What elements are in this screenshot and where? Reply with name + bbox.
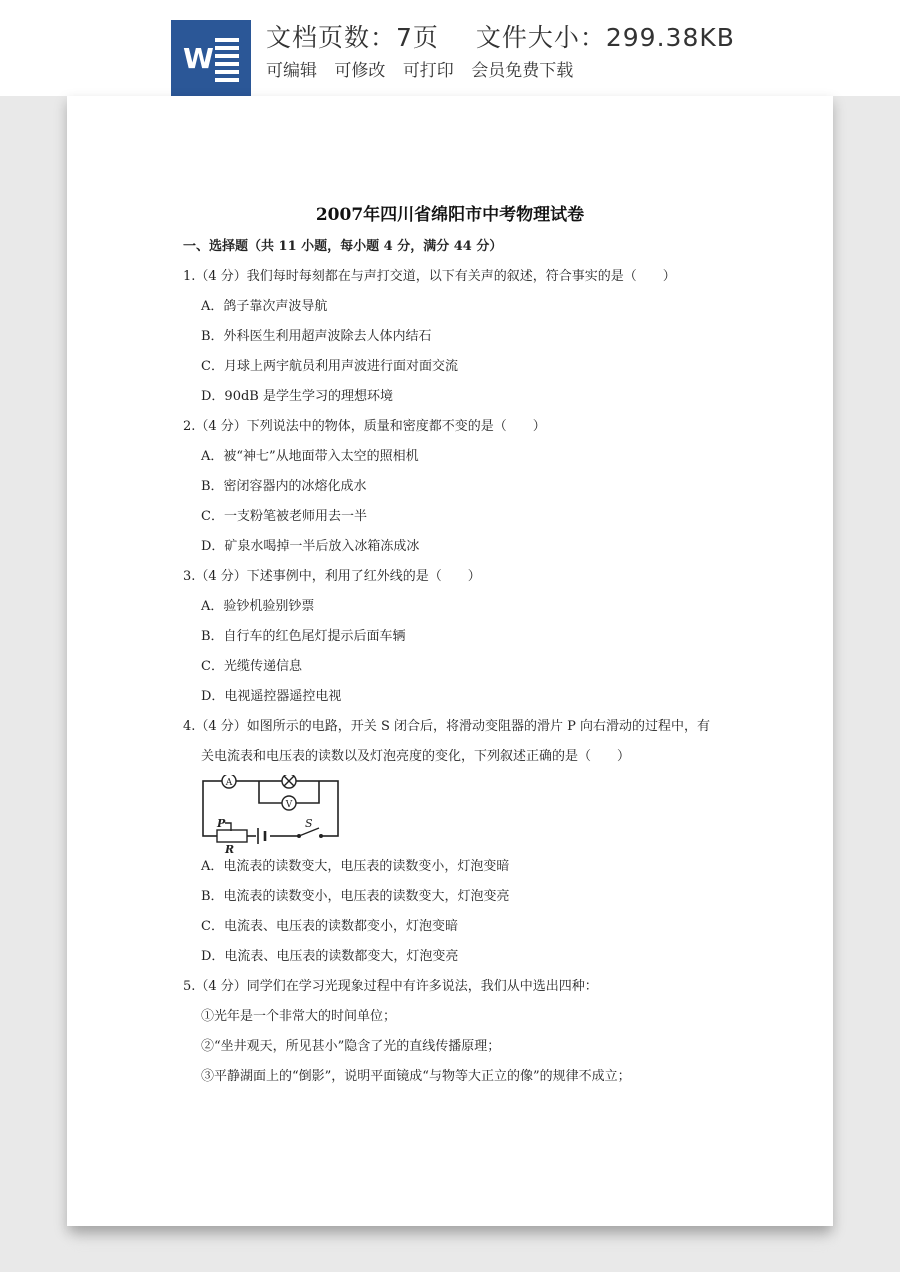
q4-option-c: C．电流表、电压表的读数都变小，灯泡变暗 — [201, 919, 458, 934]
q5-statement-2: ②“坐井观天，所见甚小”隐含了光的直线传播原理； — [201, 1039, 501, 1054]
perm-editable: 可编辑 — [266, 61, 317, 81]
page-count-label: 文档页数：7页 — [266, 23, 439, 52]
document-title: 2007年四川省绵阳市中考物理试卷 — [315, 205, 585, 225]
question-4-line-1: 4.（4 分）如图所示的电路，开关 S 闭合后，将滑动变阻器的滑片 P 向右滑动的过程中，有 — [183, 719, 710, 734]
q2-option-c: C．一支粉笔被老师用去一半 — [201, 509, 367, 524]
q3-option-d: D．电视遥控器遥控电视 — [201, 689, 342, 704]
document-page — [67, 96, 833, 1226]
file-size-label: 文件大小：299.38KB — [475, 23, 735, 52]
q4-option-b: B．电流表的读数变小，电压表的读数变大，灯泡变亮 — [201, 889, 510, 904]
download-header — [0, 0, 900, 96]
question-2: 2.（4 分）下列说法中的物体，质量和密度都不变的是（ ） — [183, 419, 546, 434]
q2-option-d: D．矿泉水喝掉一半后放入冰箱冻成冰 — [201, 539, 420, 554]
file-info — [266, 18, 763, 54]
slider-label: P — [217, 817, 226, 830]
q3-option-a: A．验钞机验别钞票 — [201, 599, 315, 614]
circuit-diagram — [201, 775, 351, 853]
voltmeter-label: V — [285, 800, 293, 810]
q1-option-b: B．外科医生利用超声波除去人体内结石 — [201, 329, 432, 344]
rheostat-icon — [217, 830, 247, 842]
question-4-line-2: 关电流表和电压表的读数以及灯泡亮度的变化，下列叙述正确的是（ ） — [201, 749, 631, 764]
switch-label: S — [305, 817, 313, 830]
q1-option-c: C．月球上两宇航员利用声波进行面对面交流 — [201, 359, 458, 374]
q3-option-c: C．光缆传递信息 — [201, 659, 302, 674]
q4-option-a: A．电流表的读数变大，电压表的读数变小，灯泡变暗 — [201, 859, 510, 874]
q5-statement-3: ③平静湖面上的“倒影”，说明平面镜成“与物等大正立的像”的规律不成立； — [201, 1069, 631, 1084]
rheostat-label: R — [225, 843, 235, 853]
q2-option-a: A．被“神七”从地面带入太空的照相机 — [201, 449, 419, 464]
q1-option-a: A．鸽子靠次声波导航 — [201, 299, 328, 314]
section-heading: 一、选择题（共 11 小题，每小题 4 分，满分 44 分） — [183, 239, 503, 254]
q4-option-d: D．电流表、电压表的读数都变大，灯泡变亮 — [201, 949, 459, 964]
perm-member-download: 会员免费下载 — [471, 61, 574, 81]
word-icon: W — [171, 20, 251, 96]
question-3: 3.（4 分）下述事例中，利用了红外线的是（ ） — [183, 569, 481, 584]
q5-statement-1: ①光年是一个非常大的时间单位； — [201, 1009, 397, 1024]
q2-option-b: B．密闭容器内的冰熔化成水 — [201, 479, 367, 494]
file-permissions — [266, 56, 585, 81]
question-1: 1.（4 分）我们每时每刻都在与声打交道，以下有关声的叙述，符合事实的是（ ） — [183, 269, 676, 284]
q3-option-b: B．自行车的红色尾灯提示后面车辆 — [201, 629, 406, 644]
perm-modifiable: 可修改 — [334, 61, 386, 81]
perm-printable: 可打印 — [402, 61, 454, 81]
q1-option-d: D．90dB 是学生学习的理想环境 — [201, 389, 393, 404]
ammeter-label: A — [225, 778, 233, 788]
question-5: 5.（4 分）同学们在学习光现象过程中有许多说法，我们从中选出四种： — [183, 979, 598, 994]
